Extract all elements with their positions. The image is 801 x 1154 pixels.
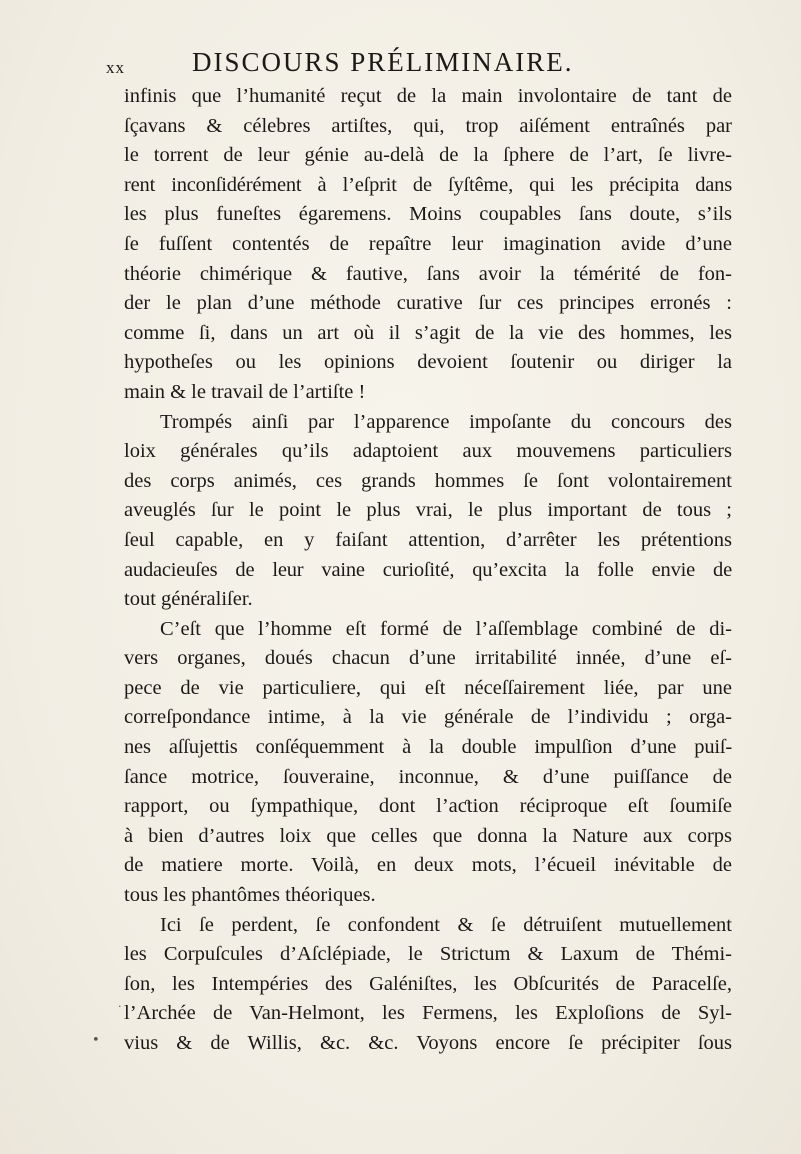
text-line: aveuglés ſur le point le plus vrai, le plus important de tous ; (124, 499, 732, 522)
ink-speck-icon: · (118, 1000, 122, 1013)
text-line: main & le travail de l’artiſte ! (124, 380, 366, 403)
text-line: de matiere morte. Voilà, en deux mots, l’écueil inévitable de (124, 854, 732, 877)
text-line: der le plan d’une méthode curative ſur ces principes erronés : (124, 292, 732, 315)
text-line: ſeul capable, en y faiſant attention, d’arrêter les prétentions (124, 528, 732, 551)
text-line: les plus funeſtes égaremens. Moins coupables ſans doute, s’ils (124, 203, 732, 226)
text-line: ſçavans & célebres artiſtes, qui, trop aiſément entraînés par (124, 114, 732, 137)
text-line: loix générales qu’ils adaptoient aux mouvemens particuliers (124, 440, 732, 463)
page-header (106, 47, 731, 83)
text-line: correſpondance intime, à la vie générale de l’individu ; orga- (124, 706, 732, 729)
text-line: à bien d’autres loix que celles que donna la Nature aux corps (124, 824, 732, 847)
text-line: rapport, ou ſympathique, dont l’aƈtion réciproque eſt ſoumiſe (124, 795, 732, 818)
text-line: Ici ſe perdent, ſe confondent & ſe détruiſent mutuellement (160, 913, 732, 936)
text-line: Trompés ainſi par l’apparence impoſante du concours des (160, 410, 732, 433)
text-line: tout généraliſer. (124, 588, 253, 611)
running-title: DISCOURS PRÉLIMINAIRE. (192, 47, 574, 77)
text-line: vers organes, doués chacun d’une irritabilité innée, d’une eſ- (124, 647, 732, 670)
text-line: l’Archée de Van-Helmont, les Fermens, les Exploſions de Syl- (124, 1002, 732, 1025)
ink-speck-icon: • (92, 1033, 100, 1048)
text-line: ſe fuſſent contentés de repaître leur imagination avide d’une (124, 232, 732, 255)
text-line: pece de vie particuliere, qui eſt néceſſairement liée, par une (124, 676, 732, 699)
text-line: les Corpuſcules d’Aſclépiade, le Strictum & Laxum de Thémi- (124, 943, 732, 966)
text-line: théorie chimérique & fautive, ſans avoir la témérité de fon- (124, 262, 732, 285)
text-line: rent inconſidérément à l’eſprit de ſyſtême, qui les précipita dans (124, 173, 732, 196)
text-line: hypotheſes ou les opinions devoient ſoutenir ou diriger la (124, 351, 732, 374)
text-line: ſance motrice, ſouveraine, inconnue, & d’une puiſſance de (124, 765, 732, 788)
page-number: xx (106, 58, 125, 77)
body-text (124, 82, 732, 1059)
text-line: ſon, les Intempéries des Galéniſtes, les Obſcurités de Paracelſe, (124, 972, 732, 995)
text-line: comme ſi, dans un art où il s’agit de la vie des hommes, les (124, 321, 732, 344)
text-line: tous les phantômes théoriques. (124, 884, 376, 907)
text-line: infinis que l’humanité reçut de la main involontaire de tant de (124, 85, 732, 107)
text-line: vius & de Willis, &c. &c. Voyons encore ſe précipiter ſous (124, 1032, 732, 1054)
text-line: des corps animés, ces grands hommes ſe ſont volontairement (124, 469, 732, 492)
text-line: audacieuſes de leur vaine curioſité, qu’excita la folle envie de (124, 558, 732, 581)
text-line: le torrent de leur génie au-delà de la ſphere de l’art, ſe livre- (124, 144, 732, 167)
text-line: C’eſt que l’homme eſt formé de l’aſſemblage combiné de di- (160, 617, 732, 640)
text-line: nes aſſujettis conſéquemment à la double impulſion d’une puiſ- (124, 736, 732, 759)
